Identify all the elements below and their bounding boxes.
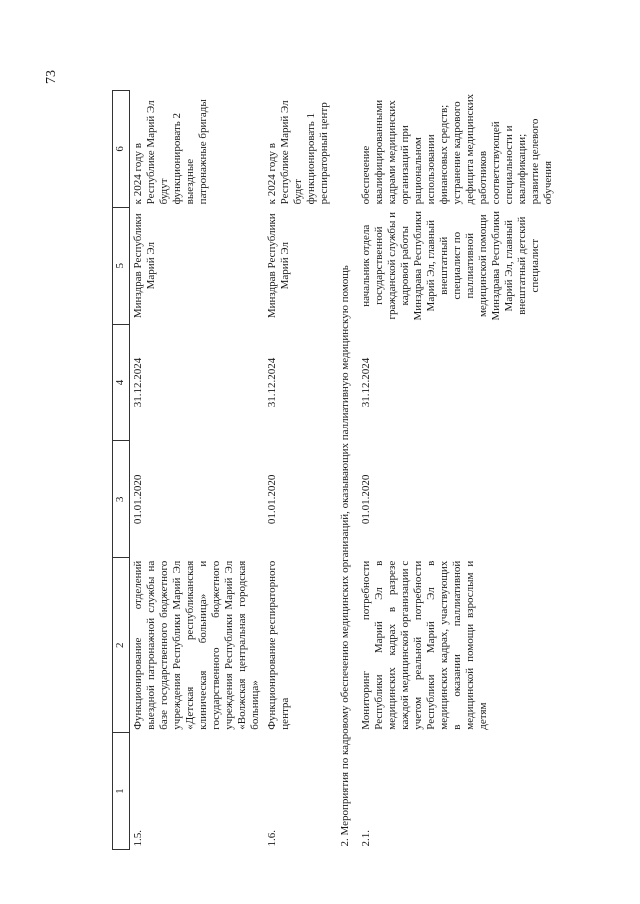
measure-text: Функционирование отделений выездной патронажной службы на базе государственного бюджетного учреждения Республики Марий Эл «Детская республиканская клиническая больница» и государственного бюджетного учреждения Республики Марий Эл «Волжская центральная городская больница» — [132, 560, 261, 730]
row-number: 2.1. — [360, 830, 372, 847]
table-row — [264, 91, 333, 850]
expected-result: к 2024 году в Республике Марий Эл будет функционировать 1 респираторный центр — [266, 100, 330, 205]
responsible: начальник отдела государственной гражданской службы и кадровой работы Минздрава Республики Марий Эл, главный внештатный специалист по паллиативной медицинской помощи Минздрава Республики Марий Эл, главный внештатный детский специалист — [360, 210, 541, 321]
column-header: 3 — [113, 441, 130, 558]
start-date: 01.01.2020 — [360, 474, 372, 525]
page-number: 73 — [44, 70, 59, 84]
end-date: 31.12.2024 — [360, 357, 372, 408]
measure-text: Мониторинг потребности Республики Марий Эл в медицинских кадрах в разрезе каждой медицинской организации с учетом реальной потребности Республики Марий Эл в медицинских кадрах, участвующих в оказании паллиативной медицинской помощи взрослым и детям — [360, 560, 489, 730]
column-header: 5 — [113, 207, 130, 324]
end-date: 31.12.2024 — [132, 357, 144, 408]
measures-table — [112, 90, 557, 850]
column-header: 4 — [113, 324, 130, 441]
responsible: Минздрав Республики Марий Эл — [266, 213, 291, 319]
expected-result: обеспечение квалифицированными кадрами медицинских организаций при рациональном использовании финансовых средств; устранение кадрового дефицита медицинских работников соответствующей специальности и квалификации; развитие целевого обучения — [360, 93, 554, 205]
section-heading-row — [333, 91, 358, 850]
measures-table-rotated — [112, 90, 562, 850]
table-row — [130, 91, 265, 850]
column-header: 1 — [113, 733, 130, 850]
column-header-row — [113, 91, 130, 850]
column-header: 2 — [113, 558, 130, 733]
measure-text: Функционирование респираторного центра — [266, 560, 291, 730]
start-date: 01.01.2020 — [132, 474, 144, 525]
row-number: 1.6. — [266, 830, 278, 847]
row-number: 1.5. — [132, 830, 144, 847]
end-date: 31.12.2024 — [266, 357, 278, 408]
responsible: Минздрав Республики Марий Эл — [132, 213, 157, 319]
start-date: 01.01.2020 — [266, 474, 278, 525]
column-header: 6 — [113, 91, 130, 208]
expected-result: к 2024 году в Республике Марий Эл будут функционировать 2 выездные патронажные бригады — [132, 99, 209, 205]
table-row — [358, 91, 557, 850]
section-heading: 2. Мероприятия по кадровому обеспечению медицинских организаций, оказывающих паллиативную медицинскую помощь — [339, 265, 351, 847]
